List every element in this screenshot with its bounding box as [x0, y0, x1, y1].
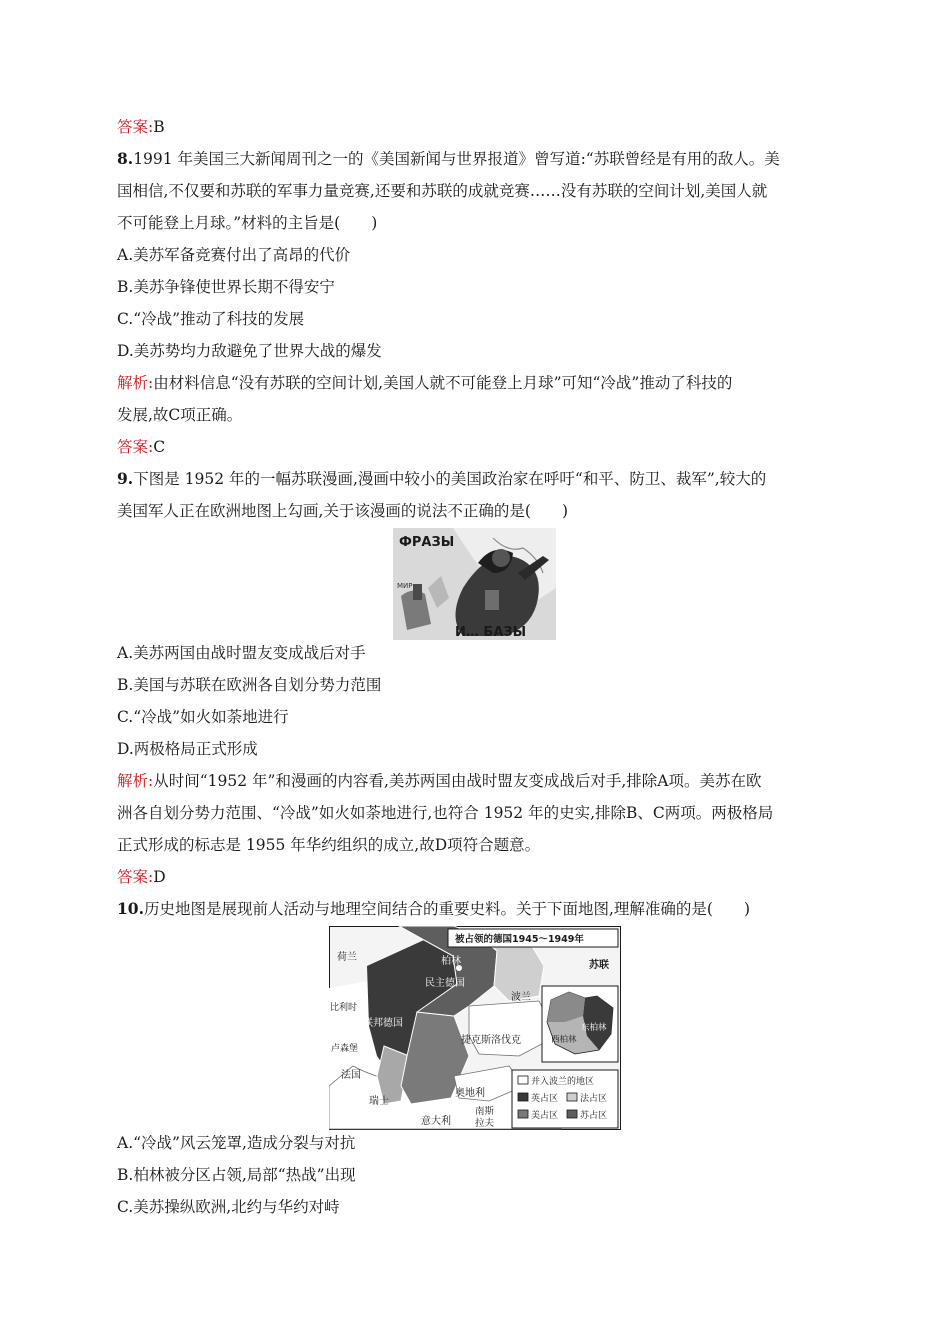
- map-label-ussr: 苏联: [589, 960, 609, 971]
- cartoon-bottom-caption: И… БАЗЫ: [455, 625, 527, 640]
- analysis-label: 解析:: [117, 374, 154, 392]
- q8-text: 1991 年美国三大新闻周刊之一的《美国新闻与世界报道》曾写道:“苏联曾经是有用的敌人。美: [133, 150, 780, 168]
- q9-analysis-line3: 正式形成的标志是 1955 年华约组织的成立,故D项符合题意。: [117, 836, 541, 854]
- answer-value: D: [153, 868, 166, 886]
- map-label-berlin: 柏林: [441, 956, 461, 967]
- occupied-germany-map: [329, 926, 621, 1130]
- cartoon-small-caption: МИР: [397, 582, 413, 590]
- q9-option-b: B.美国与苏联在欧洲各自划分势力范围: [117, 676, 382, 694]
- legend-us-zone: 美占区: [531, 1111, 559, 1121]
- q8-option-c: C.“冷战”推动了科技的发展: [117, 310, 305, 328]
- legend-poland-area: 并入波兰的地区: [531, 1077, 595, 1087]
- answer-line: [117, 117, 165, 137]
- analysis-text: 从时间“1952 年”和漫画的内容看,美苏两国由战时盟友变成战后对手,排除A项。美苏在欧: [153, 772, 762, 790]
- q10-option-b: B.柏林被分区占领,局部“热战”出现: [117, 1166, 356, 1184]
- map-label-austria: 奥地利: [455, 1088, 485, 1099]
- inset-label-east-berlin: 东柏林: [581, 1023, 607, 1033]
- q10-option-a: A.“冷战”风云笼罩,造成分裂与对抗: [117, 1134, 356, 1152]
- map-label-france: 法国: [341, 1070, 361, 1081]
- q10-text: 历史地图是展现前人活动与地理空间结合的重要史料。关于下面地图,理解准确的是( ): [143, 900, 750, 918]
- q9-answer: [117, 867, 166, 887]
- map-label-yugoslavia-2: 拉夫: [475, 1118, 495, 1129]
- q8-stem-line3: 不可能登上月球。”材料的主旨是( ): [117, 214, 378, 232]
- map-label-switzerland: 瑞士: [369, 1096, 389, 1107]
- map-label-poland: 波兰: [511, 992, 531, 1003]
- q8-analysis-line1: [117, 373, 732, 393]
- map-label-gdr: 民主德国: [425, 978, 465, 989]
- answer-value: C: [153, 438, 166, 456]
- answer-label: 答案:: [117, 118, 154, 136]
- analysis-text: 由材料信息“没有苏联的空间计划,美国人就不可能登上月球”可知“冷战”推动了科技的: [153, 374, 733, 392]
- map-label-belgium: 比利时: [330, 1003, 358, 1013]
- q8-analysis-line2: 发展,故C项正确。: [117, 406, 243, 424]
- answer-label: 答案:: [117, 438, 154, 456]
- q8-answer: [117, 437, 165, 457]
- inset-label-west-berlin: 西柏林: [551, 1035, 577, 1045]
- legend-uk-zone: 英占区: [531, 1094, 559, 1104]
- q8-number: 8.: [117, 149, 134, 168]
- q9-option-d: D.两极格局正式形成: [117, 740, 258, 758]
- map-label-italy: 意大利: [421, 1116, 451, 1127]
- map-label-yugoslavia-1: 南斯: [475, 1106, 495, 1117]
- q9-analysis-line2: 洲各自划分势力范围、“冷战”如火如荼地进行,也符合 1952 年的史实,排除B、C两项。两极格局: [117, 804, 774, 822]
- map-title: 被占领的德国1945～1949年: [455, 934, 584, 945]
- q9-option-c: C.“冷战”如火如荼地进行: [117, 708, 289, 726]
- q8-option-d: D.美苏势均力敌避免了世界大战的爆发: [117, 342, 382, 360]
- q9-stem-line1: [117, 469, 766, 489]
- map-label-czech: 捷克斯洛伐克: [461, 1035, 521, 1046]
- q10-stem-line1: [117, 899, 750, 919]
- q8-option-a: A.美苏军备竞赛付出了高昂的代价: [117, 246, 351, 264]
- q9-number: 9.: [117, 469, 134, 488]
- cartoon-top-caption: ФРАЗЫ: [399, 535, 455, 550]
- q9-text: 下图是 1952 年的一幅苏联漫画,漫画中较小的美国政治家在呼吁“和平、防卫、裁军”,较大的: [133, 470, 767, 488]
- q9-analysis-line1: [117, 771, 762, 791]
- soviet-cartoon-image: [393, 528, 556, 640]
- analysis-label: 解析:: [117, 772, 154, 790]
- answer-value: B: [153, 118, 165, 136]
- map-label-luxembourg: 卢森堡: [331, 1044, 359, 1054]
- q9-option-a: A.美苏两国由战时盟友变成战后对手: [117, 644, 366, 662]
- q8-option-b: B.美苏争锋使世界长期不得安宁: [117, 278, 335, 296]
- q9-stem-line2: 美国军人正在欧洲地图上勾画,关于该漫画的说法不正确的是( ): [117, 502, 569, 520]
- q8-stem-line1: [117, 149, 780, 169]
- answer-label: 答案:: [117, 868, 154, 886]
- q10-number: 10.: [117, 899, 144, 918]
- map-label-frg: 联邦德国: [363, 1018, 403, 1029]
- legend-fr-zone: 法占区: [580, 1094, 608, 1104]
- map-label-netherlands: 荷兰: [337, 952, 357, 963]
- q8-stem-line2: 国相信,不仅要和苏联的军事力量竞赛,还要和苏联的成就竞赛……没有苏联的空间计划,美国人就: [117, 182, 768, 200]
- q10-option-c: C.美苏操纵欧洲,北约与华约对峙: [117, 1198, 340, 1216]
- legend-su-zone: 苏占区: [580, 1111, 608, 1121]
